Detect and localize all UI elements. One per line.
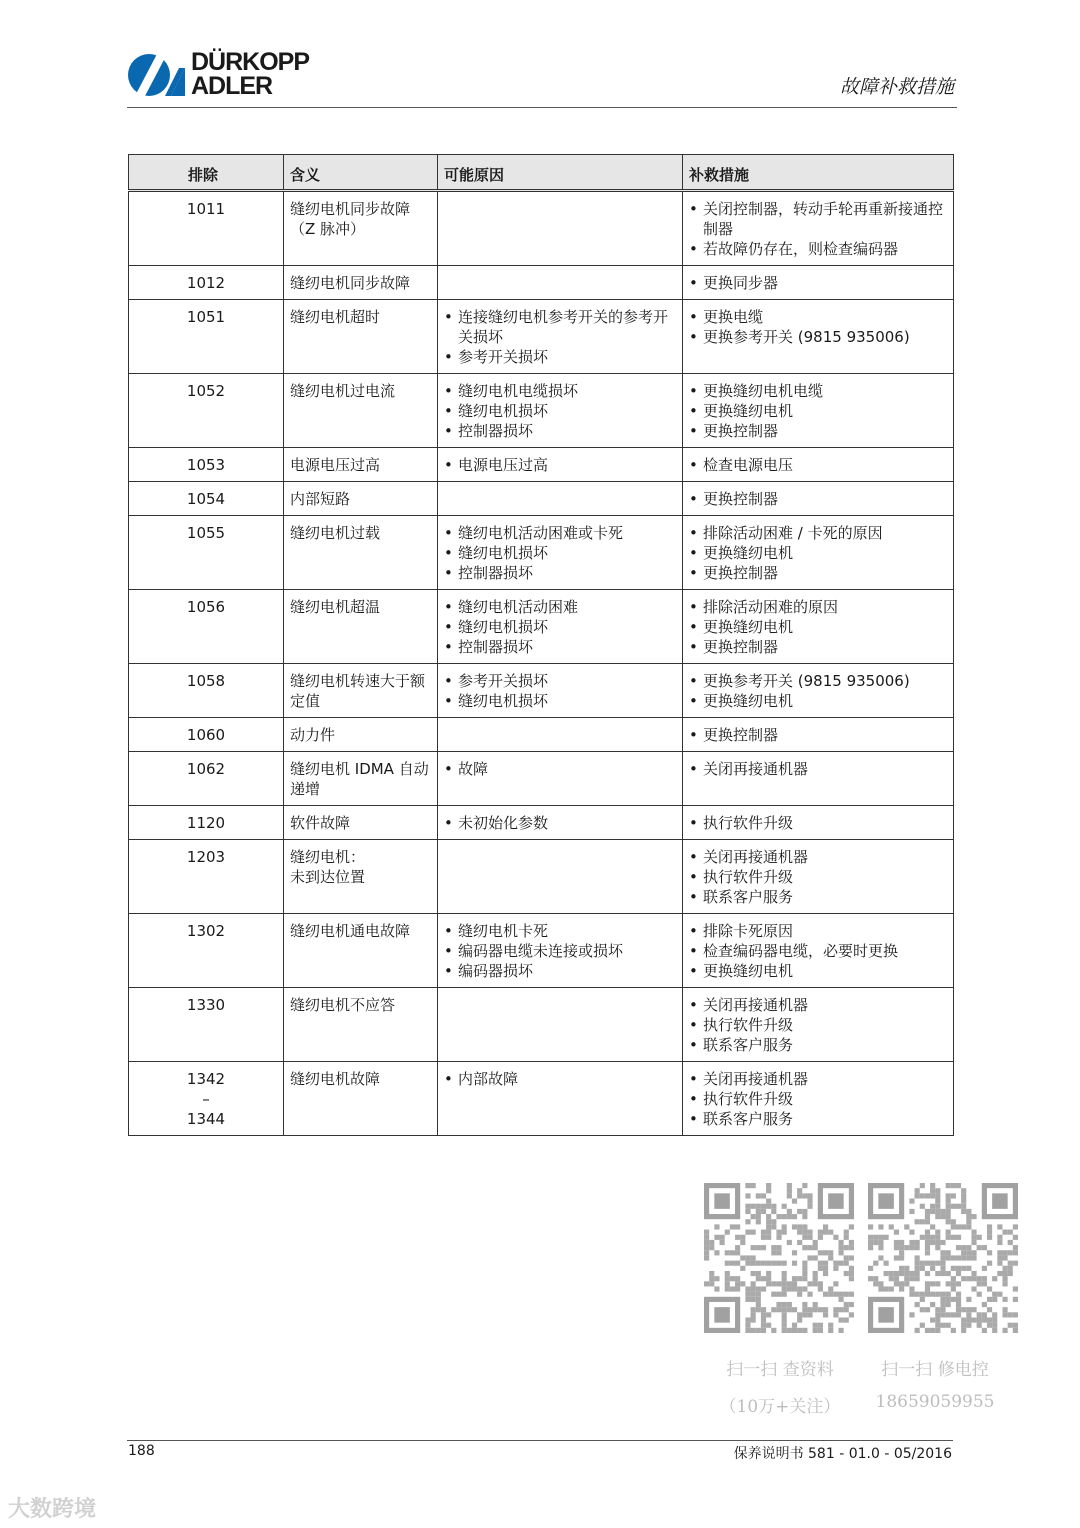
causes-list: [444, 381, 678, 441]
remedy-item: • 若故障仍存在，则检查编码器: [689, 239, 949, 259]
fault-code: 1052: [186, 382, 226, 400]
qr-code-icon: [704, 1183, 854, 1333]
meaning-text: 缝纫电机 IDMA 自动递增: [290, 760, 429, 798]
table-row: [129, 300, 954, 374]
meaning-cell: [284, 914, 438, 988]
remedy-item: • 更换缝纫电机: [689, 401, 949, 421]
fault-table: [128, 154, 954, 1136]
remedy-cell: [683, 191, 954, 266]
cause-item: • 连接缝纫电机参考开关的参考开关损坏: [444, 307, 678, 347]
page-number: 188: [128, 1443, 155, 1459]
remedy-cell: [683, 718, 954, 752]
remedy-item: • 执行软件升级: [689, 813, 949, 833]
meaning-cell: [284, 300, 438, 374]
remedy-item: • 执行软件升级: [689, 867, 949, 887]
logo-mark-icon: [127, 50, 185, 100]
meaning-text: 缝纫电机同步故障: [290, 200, 411, 218]
meaning-cell: [284, 664, 438, 718]
remedies-list: [689, 523, 949, 583]
remedy-item: • 更换电缆: [689, 307, 949, 327]
cause-item: • 参考开关损坏: [444, 347, 678, 367]
causes-list: [444, 307, 678, 367]
fault-code-cell: [129, 590, 284, 664]
column-header-code: 排除: [129, 155, 284, 191]
fault-code-cell: [129, 482, 284, 516]
cause-item: • 编码器电缆未连接或损坏: [444, 941, 678, 961]
remedy-item: • 联系客户服务: [689, 887, 949, 907]
remedy-cell: [683, 988, 954, 1062]
remedy-item: • 更换缝纫电机: [689, 617, 949, 637]
cause-item: • 缝纫电机活动困难或卡死: [444, 523, 678, 543]
cause-cell: [438, 482, 683, 516]
fault-code: 1011: [186, 200, 226, 218]
remedy-item: • 检查编码器电缆，必要时更换: [689, 941, 949, 961]
qr-left-caption: 扫一扫 查资料: [726, 1360, 834, 1380]
fault-code-cell: [129, 664, 284, 718]
cause-item: • 未初始化参数: [444, 813, 678, 833]
meaning-text: 软件故障: [290, 814, 351, 832]
table-row: [129, 374, 954, 448]
remedy-item: • 关闭再接通机器: [689, 1069, 949, 1089]
document-reference: 保养说明书 581 - 01.0 - 05/2016: [733, 1446, 952, 1462]
remedy-item: • 更换控制器: [689, 489, 949, 509]
table-row: [129, 191, 954, 266]
meaning-text: 动力件: [290, 726, 336, 744]
meaning-text: 缝纫电机通电故障: [290, 922, 411, 940]
meaning-text: 缝纫电机：: [290, 848, 366, 866]
remedy-item: • 执行软件升级: [689, 1015, 949, 1035]
fault-code-cell: [129, 448, 284, 482]
remedy-item: • 更换控制器: [689, 563, 949, 583]
cause-item: • 控制器损坏: [444, 637, 678, 657]
table-row: [129, 516, 954, 590]
remedies-list: [689, 489, 949, 509]
remedy-item: • 联系客户服务: [689, 1035, 949, 1055]
fault-code: 1330: [186, 996, 226, 1014]
remedy-cell: [683, 1062, 954, 1136]
fault-code-cell: [129, 266, 284, 300]
meaning-cell: [284, 482, 438, 516]
remedy-item: • 关闭再接通机器: [689, 847, 949, 867]
fault-code-cell: [129, 374, 284, 448]
causes-list: [444, 523, 678, 583]
meaning-text: 缝纫电机过电流: [290, 382, 396, 400]
table-row: [129, 806, 954, 840]
fault-code: 1342: [186, 1070, 226, 1088]
remedies-list: [689, 847, 949, 907]
remedy-item: • 关闭控制器，转动手轮再重新接通控制器: [689, 199, 949, 239]
remedy-cell: [683, 448, 954, 482]
cause-cell: [438, 988, 683, 1062]
remedies-list: [689, 995, 949, 1055]
meaning-cell: [284, 516, 438, 590]
table-row: [129, 752, 954, 806]
cause-item: • 缝纫电机损坏: [444, 401, 678, 421]
remedy-cell: [683, 840, 954, 914]
cause-item: • 控制器损坏: [444, 563, 678, 583]
fault-code: 1054: [186, 490, 226, 508]
remedies-list: [689, 813, 949, 833]
cause-cell: [438, 914, 683, 988]
causes-list: [444, 455, 678, 475]
meaning-cell: [284, 840, 438, 914]
cause-cell: [438, 300, 683, 374]
meaning-text: 缝纫电机故障: [290, 1070, 381, 1088]
cause-item: • 缝纫电机卡死: [444, 921, 678, 941]
remedy-item: • 更换缝纫电机: [689, 961, 949, 981]
qr-left-caption-sub: （10万+关注）: [719, 1397, 841, 1417]
fault-code: 1056: [186, 598, 226, 616]
column-header-remedies: 补救措施: [683, 155, 954, 191]
meaning-cell: [284, 752, 438, 806]
cause-item: • 缝纫电机电缆损坏: [444, 381, 678, 401]
remedy-item: • 更换缝纫电机: [689, 691, 949, 711]
cause-cell: [438, 448, 683, 482]
remedy-cell: [683, 300, 954, 374]
remedy-item: • 更换参考开关 (9815 935006): [689, 671, 949, 691]
fault-code-cell: [129, 516, 284, 590]
table-row: [129, 590, 954, 664]
remedy-item: • 更换控制器: [689, 725, 949, 745]
meaning-cell: [284, 191, 438, 266]
fault-code-cell: [129, 988, 284, 1062]
meaning-text: 缝纫电机过载: [290, 524, 381, 542]
cause-cell: [438, 374, 683, 448]
cause-item: • 电源电压过高: [444, 455, 678, 475]
cause-cell: [438, 516, 683, 590]
remedy-item: • 更换控制器: [689, 637, 949, 657]
remedies-list: [689, 597, 949, 657]
fault-code: –: [202, 1090, 210, 1108]
cause-cell: [438, 840, 683, 914]
cause-item: • 编码器损坏: [444, 961, 678, 981]
table-row: [129, 448, 954, 482]
remedy-cell: [683, 374, 954, 448]
remedy-item: • 排除活动困难的原因: [689, 597, 949, 617]
remedies-list: [689, 381, 949, 441]
remedy-item: • 更换缝纫电机: [689, 543, 949, 563]
meaning-cell: [284, 1062, 438, 1136]
fault-code: 1062: [186, 760, 226, 778]
remedy-item: • 排除卡死原因: [689, 921, 949, 941]
cause-cell: [438, 718, 683, 752]
cause-cell: [438, 590, 683, 664]
cause-item: • 缝纫电机损坏: [444, 543, 678, 563]
page-title: 故障补救措施: [839, 76, 954, 98]
remedy-cell: [683, 516, 954, 590]
header-divider: [127, 107, 957, 108]
logo-text: [191, 50, 309, 98]
fault-code-cell: [129, 300, 284, 374]
meaning-text: 未到达位置: [290, 868, 366, 886]
table-row: [129, 914, 954, 988]
fault-code: 1053: [186, 456, 226, 474]
remedy-item: • 更换同步器: [689, 273, 949, 293]
remedies-list: [689, 725, 949, 745]
causes-list: [444, 759, 678, 779]
fault-code: 1055: [186, 524, 226, 542]
cause-cell: [438, 266, 683, 300]
meaning-text: 缝纫电机超温: [290, 598, 381, 616]
footer-divider: [127, 1440, 953, 1441]
meaning-text: （Z 脉冲）: [290, 220, 366, 238]
table-header-row: [129, 155, 954, 191]
cause-cell: [438, 806, 683, 840]
remedy-item: • 关闭再接通机器: [689, 995, 949, 1015]
logo-line2: ADLER: [191, 72, 273, 100]
remedy-cell: [683, 752, 954, 806]
remedies-list: [689, 1069, 949, 1129]
cause-item: • 缝纫电机损坏: [444, 691, 678, 711]
meaning-cell: [284, 806, 438, 840]
causes-list: [444, 921, 678, 981]
fault-code: 1051: [186, 308, 226, 326]
remedy-item: • 更换参考开关 (9815 935006): [689, 327, 949, 347]
remedy-item: • 执行软件升级: [689, 1089, 949, 1109]
remedy-cell: [683, 482, 954, 516]
table-row: [129, 718, 954, 752]
fault-code-cell: [129, 806, 284, 840]
fault-code-cell: [129, 914, 284, 988]
cause-item: • 内部故障: [444, 1069, 678, 1089]
causes-list: [444, 597, 678, 657]
column-header-causes: 可能原因: [438, 155, 683, 191]
cause-cell: [438, 191, 683, 266]
remedy-item: • 更换缝纫电机电缆: [689, 381, 949, 401]
remedy-cell: [683, 914, 954, 988]
meaning-cell: [284, 718, 438, 752]
causes-list: [444, 671, 678, 711]
meaning-cell: [284, 448, 438, 482]
qr-code-icon: [868, 1183, 1018, 1333]
remedy-item: • 检查电源电压: [689, 455, 949, 475]
table-body: [129, 191, 954, 1136]
remedies-list: [689, 307, 949, 347]
remedy-cell: [683, 806, 954, 840]
cause-cell: [438, 752, 683, 806]
meaning-text: 缝纫电机转速大于额定值: [290, 672, 426, 710]
table-row: [129, 482, 954, 516]
causes-list: [444, 813, 678, 833]
remedies-list: [689, 199, 949, 259]
meaning-text: 电源电压过高: [290, 456, 381, 474]
cause-item: • 控制器损坏: [444, 421, 678, 441]
meaning-text: 缝纫电机同步故障: [290, 274, 411, 292]
cause-cell: [438, 664, 683, 718]
cause-item: • 缝纫电机损坏: [444, 617, 678, 637]
fault-code-cell: [129, 1062, 284, 1136]
meaning-text: 内部短路: [290, 490, 351, 508]
fault-code: 1302: [186, 922, 226, 940]
cause-cell: [438, 1062, 683, 1136]
fault-code: 1344: [186, 1110, 226, 1128]
remedies-list: [689, 455, 949, 475]
cause-item: • 缝纫电机活动困难: [444, 597, 678, 617]
fault-code: 1012: [186, 274, 226, 292]
remedies-list: [689, 921, 949, 981]
fault-code: 1058: [186, 672, 226, 690]
durkopp-adler-logo: [127, 50, 327, 100]
meaning-cell: [284, 266, 438, 300]
meaning-cell: [284, 374, 438, 448]
watermark: 大数跨境: [8, 1497, 97, 1522]
fault-code: 1120: [186, 814, 226, 832]
cause-item: • 故障: [444, 759, 678, 779]
remedy-cell: [683, 266, 954, 300]
remedies-list: [689, 671, 949, 711]
table-row: [129, 1062, 954, 1136]
table-row: [129, 840, 954, 914]
fault-code: 1060: [186, 726, 226, 744]
meaning-cell: [284, 590, 438, 664]
remedies-list: [689, 759, 949, 779]
causes-list: [444, 1069, 678, 1089]
fault-code-cell: [129, 191, 284, 266]
table-row: [129, 664, 954, 718]
remedy-cell: [683, 664, 954, 718]
cause-item: • 参考开关损坏: [444, 671, 678, 691]
table-row: [129, 266, 954, 300]
column-header-meaning: 含义: [284, 155, 438, 191]
remedy-item: • 关闭再接通机器: [689, 759, 949, 779]
fault-code-cell: [129, 840, 284, 914]
remedy-cell: [683, 590, 954, 664]
remedies-list: [689, 273, 949, 293]
meaning-text: 缝纫电机超时: [290, 308, 381, 326]
fault-code: 1203: [186, 848, 226, 866]
qr-right-caption: 扫一扫 修电控: [881, 1360, 989, 1380]
remedy-item: • 更换控制器: [689, 421, 949, 441]
meaning-text: 缝纫电机不应答: [290, 996, 396, 1014]
fault-code-cell: [129, 752, 284, 806]
logo-line1: DÜRKOPP: [191, 48, 310, 76]
qr-right-caption-sub: 18659059955: [875, 1392, 995, 1412]
remedy-item: • 联系客户服务: [689, 1109, 949, 1129]
remedy-item: • 排除活动困难 / 卡死的原因: [689, 523, 949, 543]
fault-code-cell: [129, 718, 284, 752]
meaning-cell: [284, 988, 438, 1062]
table-row: [129, 988, 954, 1062]
